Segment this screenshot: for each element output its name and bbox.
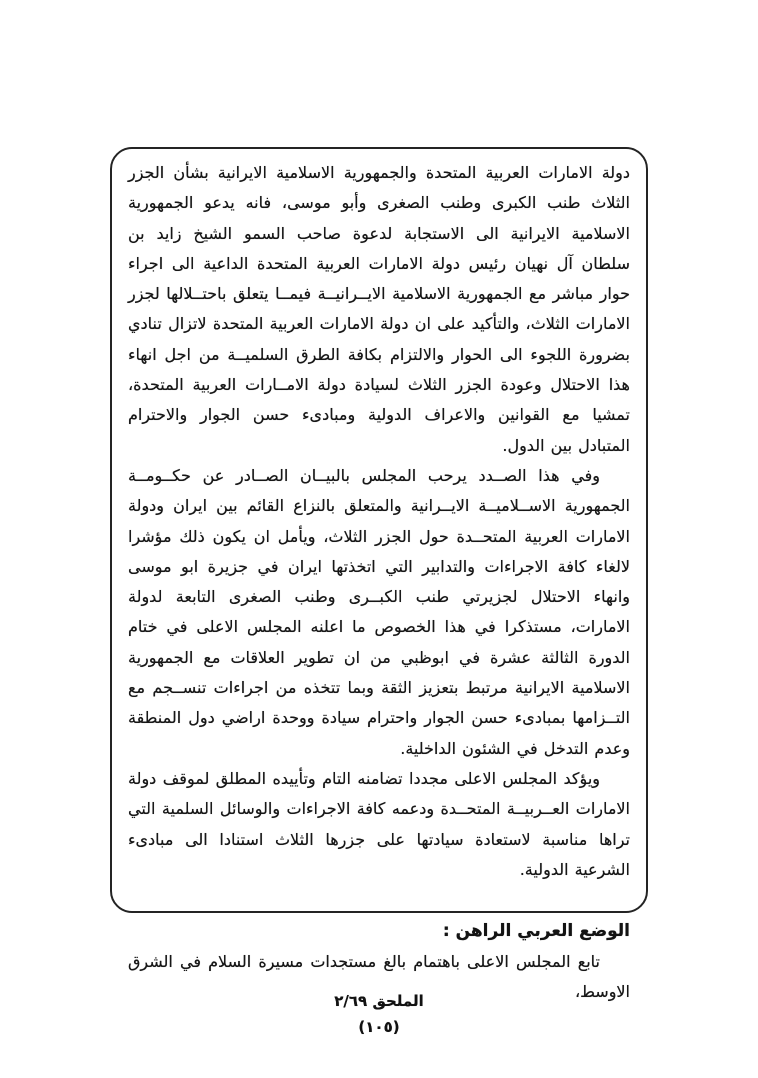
paragraph-continuation: دولة الامارات العربية المتحدة والجمهورية الاسلامية الايرانية بشأن الجزر الثلاث طنب الكبرى وطنب الصغرى وأبو موسى، فانه يدعو الجمهورية الاسلامية الايرانية الى الاستجابة لدعوة صاحب السمو الشيخ زايد بن سلطان آل نهيان رئيس دولة الامارات العربية المتحدة الداعية الى اجراء حوار مباشر مع الجمهورية الاسلامية الايــرانيــة فيمــا يتعلق باحتــلالها لجزر الامارات الثلاث، والتأكيد على ان دولة الامارات العربية المتحدة لاتزال تنادي بضرورة اللجوء الى الحوار والالتزام بكافة الطرق السلميــة من اجل انهاء هذا الاحتلال وعودة الجزر الثلاث لسيادة دولة الامــارات العربية المتحدة، تمشيا مع القوانين والاعراف الدولية ومبادىء حسن الجوار والاحترام المتبادل بين الدول. bbox=[128, 163, 630, 455]
paragraph-peace-process: تابع المجلس الاعلى باهتمام بالغ مستجدات مسيرة السلام في الشرق الاوسط، bbox=[128, 952, 630, 1002]
section-heading-arab-situation: الوضع العربي الراهن : bbox=[442, 921, 630, 942]
page-footer bbox=[0, 988, 758, 1040]
document-body bbox=[128, 158, 630, 1008]
paragraph-iran-statement: وفي هذا الصــدد يرحب المجلس بالبيــان الصــادر عن حكــومــة الجمهورية الاســلاميــة الايــرانية والمتعلق بالنزاع القائم بين ايران ودولة الامارات العربية المتحــدة حول الجزر الثلاث، ويأمل ان يكون ذلك مؤشرا لالغاء كافة الاجراءات والتدابير التي اتخذتها ايران في جزيرة ابو موسى وانهاء الاحتلال لجزيرتي طنب الكبــرى وطنب الصغرى التابعة لدولة الامارات، مستذكرا في هذا الخصوص ما اعلنه المجلس الاعلى في ختام الدورة الثالثة عشرة في ابوظبي من ان تطوير العلاقات مع الجمهورية الاسلامية الايرانية مرتبط بتعزيز الثقة وبما تتخذه من اجراءات تنســجم مع التــزامها بمبادىء حسن الجوار واحترام سيادة ووحدة اراضي دول المنطقة وعدم التدخل في الشئون الداخلية. bbox=[128, 465, 630, 758]
paragraph-solidarity: ويؤكد المجلس الاعلى مجددا تضامنه التام وتأييده المطلق لموقف دولة الامارات العــربيــة المتحــدة ودعمه كافة الاجراءات والوسائل السلمية التي تراها مناسبة لاستعادة سيادتها على جزرها الثلاث استنادا الى مبادىء الشرعية الدولية. bbox=[128, 768, 630, 879]
appendix-label: الملحق ٢/٦٩ bbox=[334, 992, 424, 1010]
page-number: (١٠٥) bbox=[358, 1018, 400, 1036]
